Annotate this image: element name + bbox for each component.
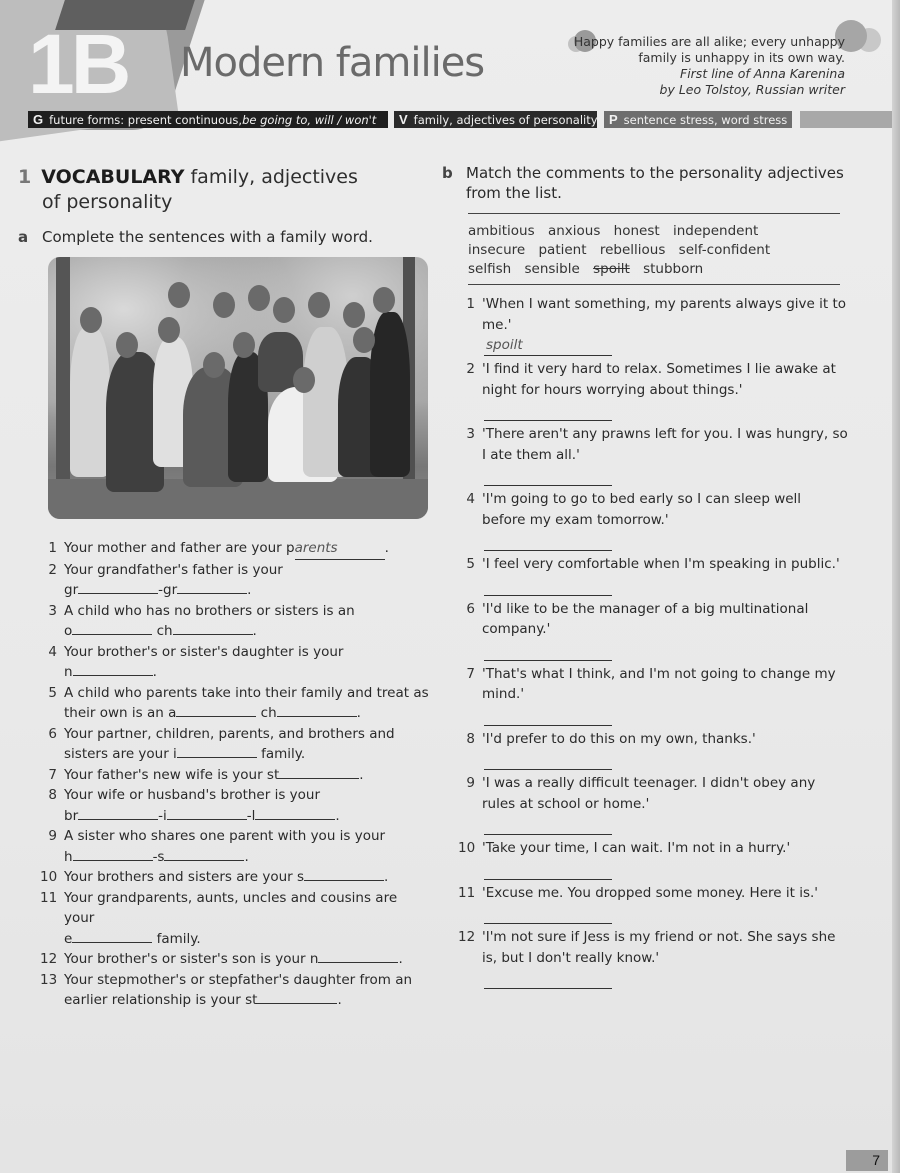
- item-number: 11: [40, 889, 58, 906]
- item-text: [64, 724, 430, 765]
- list-item: [458, 554, 848, 596]
- adjective-word-list: [468, 213, 840, 285]
- vocab-text: family, adjectives of personality: [413, 112, 598, 127]
- prefix: o: [64, 623, 73, 639]
- quote-source: First line of Anna Karenina: [680, 66, 845, 81]
- item-text: [64, 601, 430, 642]
- exercise-letter: a: [18, 228, 29, 246]
- item-number: 2: [48, 561, 57, 578]
- word: rebellious: [599, 242, 666, 258]
- list-item: [40, 867, 430, 888]
- prefix: e: [64, 930, 73, 947]
- item-number: 1: [48, 540, 57, 556]
- instruction-text: Complete the sentences with a family word.: [42, 228, 373, 246]
- item-number: 7: [466, 665, 475, 682]
- list-item: [458, 599, 848, 661]
- item-number: 3: [48, 602, 57, 619]
- item-end: .: [335, 807, 340, 824]
- section-title-line2: of personality: [42, 191, 173, 213]
- list-item: [458, 883, 848, 925]
- item-text: [64, 888, 430, 950]
- item-number: 13: [40, 971, 58, 988]
- word-row: [468, 260, 840, 279]
- answer-blank[interactable]: [72, 929, 152, 943]
- answer-blank[interactable]: [173, 621, 253, 635]
- answer-blank[interactable]: spoilt: [484, 335, 612, 356]
- item-prompt: Your stepmother's or stepfather's daughter from an: [64, 971, 413, 988]
- prefix: -i: [158, 807, 167, 824]
- answer-blank[interactable]: [484, 465, 612, 486]
- list-item: [40, 538, 430, 560]
- item-number: 4: [48, 643, 57, 660]
- item-end: .: [384, 869, 389, 885]
- instruction-text: Match the comments to the personality adjectives: [466, 164, 844, 182]
- item-text: 'Take your time, I can wait. I'm not in a hurry.': [482, 840, 791, 856]
- item-number: 9: [466, 775, 475, 791]
- item-text: 'I was a really difficult teenager. I didn't obey any rules at school or home.': [482, 775, 816, 812]
- answer-blank[interactable]: [177, 580, 247, 594]
- item-prompt: Your brothers and sisters are your s: [64, 869, 305, 885]
- list-item: [40, 765, 430, 786]
- item-text: [64, 867, 430, 888]
- item-end: family.: [261, 746, 306, 762]
- item-number: 4: [466, 491, 475, 507]
- item-text: [64, 642, 430, 683]
- list-item: [40, 601, 430, 642]
- answer-blank[interactable]: [484, 859, 612, 880]
- item-number: 12: [40, 951, 58, 967]
- list-item: [458, 294, 848, 356]
- exercise-b-instruction: [442, 163, 852, 203]
- word: sensible: [524, 261, 580, 277]
- word: ambitious: [468, 223, 535, 239]
- unit-title: Modern families: [180, 40, 485, 86]
- prefix: n: [64, 664, 73, 680]
- prefix: ch: [156, 623, 173, 639]
- item-text: [64, 560, 430, 601]
- answer-blank[interactable]: [72, 621, 152, 635]
- item-text: 'I'm going to go to bed early so I can sleep well before my exam tomorrow.': [482, 491, 802, 528]
- answer-blank[interactable]: [73, 662, 153, 676]
- exercise-a-instruction: [18, 227, 373, 247]
- item-end: .: [337, 992, 342, 1008]
- answer-blank[interactable]: [484, 903, 612, 924]
- item-number: 3: [466, 426, 475, 442]
- item-text: [64, 765, 430, 786]
- prefix: br: [64, 807, 79, 824]
- prefix: -l: [246, 807, 256, 824]
- quote-source: by Leo Tolstoy, Russian writer: [659, 82, 845, 97]
- answer-blank[interactable]: [484, 530, 612, 551]
- section-title: family, adjectives: [190, 166, 358, 188]
- item-number: 10: [40, 869, 58, 885]
- item-prompt: Your partner, children, parents, and brothers and: [64, 725, 395, 742]
- list-item: [458, 729, 848, 771]
- answer-blank[interactable]: [73, 847, 153, 861]
- item-number: 9: [48, 828, 57, 844]
- page-number: 7: [846, 1150, 888, 1171]
- list-item: [458, 773, 848, 835]
- word: insecure: [468, 242, 526, 258]
- item-prompt: A sister who shares one parent with you is your: [64, 828, 386, 844]
- item-text: 'That's what I think, and I'm not going to change my mind.': [482, 665, 836, 702]
- item-text: [64, 538, 430, 560]
- grammar-band: [28, 111, 388, 128]
- item-prompt: Your father's new wife is your st: [64, 766, 280, 783]
- vocabulary-band: [394, 111, 597, 128]
- list-item: [40, 724, 430, 765]
- word-row: [468, 241, 840, 260]
- item-text: [64, 949, 430, 970]
- list-item: [458, 424, 848, 486]
- word: independent: [672, 223, 759, 239]
- instruction-text: from the list.: [466, 184, 562, 202]
- item-text: [64, 785, 430, 826]
- item-number: 6: [466, 600, 475, 617]
- unit-number: 1B: [28, 17, 128, 111]
- answer-blank[interactable]: [257, 990, 337, 1004]
- section-keyword: VOCABULARY: [41, 166, 185, 188]
- grammar-text: future forms: present continuous,: [49, 112, 243, 127]
- list-item: [40, 642, 430, 683]
- item-number: 7: [48, 766, 57, 783]
- prefix: h: [64, 848, 73, 865]
- prefix: earlier relationship is your st: [64, 992, 258, 1008]
- item-number: 5: [48, 684, 57, 701]
- quote-line: family is unhappy in its own way.: [638, 50, 845, 65]
- item-number: 2: [466, 361, 475, 377]
- answer-blank[interactable]: arents: [295, 538, 385, 560]
- list-item: [458, 927, 848, 989]
- list-item: [40, 888, 430, 950]
- list-item: [40, 683, 430, 724]
- item-text: 'I'd prefer to do this on my own, thanks.': [482, 730, 756, 747]
- answer-blank[interactable]: [484, 749, 612, 770]
- answer-blank[interactable]: [304, 867, 384, 881]
- list-item: [40, 560, 430, 601]
- item-end: .: [152, 664, 157, 680]
- item-end: .: [384, 540, 389, 556]
- prefix: ch: [260, 705, 277, 721]
- prefix: -s: [152, 848, 165, 865]
- answer-blank[interactable]: [484, 705, 612, 726]
- item-prompt: Your grandparents, aunts, uncles and cousins are your: [64, 889, 398, 926]
- item-text: [64, 683, 430, 724]
- list-item: [40, 785, 430, 826]
- item-number: 8: [466, 730, 475, 747]
- item-number: 5: [466, 556, 475, 572]
- item-text: 'There aren't any prawns left for you. I was hungry, so I ate them all.': [482, 426, 848, 463]
- answer-blank[interactable]: [177, 744, 257, 758]
- answer-blank[interactable]: [484, 814, 612, 835]
- pron-text: sentence stress, word stress: [623, 112, 788, 127]
- item-number: 10: [458, 840, 476, 856]
- word-used: spoilt: [593, 261, 630, 277]
- item-text: 'I'm not sure if Jess is my friend or not. She says she is, but I don't really know.': [482, 929, 836, 966]
- item-end: .: [244, 848, 249, 865]
- answer-blank[interactable]: [164, 847, 244, 861]
- grammar-italic: be going to, will / won't: [242, 112, 377, 127]
- band-decoration: [800, 111, 900, 128]
- item-text: 'I feel very comfortable when I'm speaking in public.': [482, 556, 840, 572]
- pronunciation-band: [604, 111, 792, 128]
- list-item: [40, 949, 430, 970]
- item-text: 'I'd like to be the manager of a big multinational company.': [482, 600, 809, 637]
- item-prompt: A child who parents take into their family and treat as: [64, 684, 429, 701]
- vocab-letter: V: [399, 112, 408, 127]
- pron-letter: P: [609, 112, 618, 127]
- word: honest: [613, 223, 660, 239]
- item-text: [64, 970, 430, 1011]
- word: selfish: [468, 261, 512, 277]
- answer-blank[interactable]: [318, 949, 398, 963]
- list-item: [458, 359, 848, 421]
- quote-line: Happy families are all alike; every unhappy: [573, 34, 845, 49]
- item-prompt: Your brother's or sister's daughter is your: [64, 643, 344, 660]
- item-text: [64, 826, 430, 867]
- page-edge: [892, 0, 900, 1173]
- answer-blank[interactable]: [255, 806, 335, 820]
- item-number: 1: [466, 296, 475, 312]
- list-item: [40, 970, 430, 1011]
- prefix: sisters are your i: [64, 746, 177, 762]
- item-end: .: [398, 951, 403, 967]
- item-end: family.: [156, 930, 201, 947]
- prefix: their own is an a: [64, 705, 177, 721]
- answer-blank[interactable]: [176, 703, 256, 717]
- item-end: .: [359, 766, 364, 783]
- list-item: [40, 826, 430, 867]
- item-prompt: Your brother's or sister's son is your n: [64, 951, 319, 967]
- exercise-a-list: [40, 538, 430, 1011]
- item-end: .: [252, 623, 257, 639]
- item-prompt: Your wife or husband's brother is your: [64, 787, 321, 803]
- item-prompt: Your grandfather's father is your: [64, 561, 283, 578]
- item-number: 11: [458, 884, 476, 901]
- exercise-letter: b: [442, 164, 453, 182]
- section-heading: [18, 165, 438, 215]
- word: stubborn: [643, 261, 704, 277]
- word: patient: [538, 242, 587, 258]
- exercise-b-list: [458, 294, 848, 992]
- word: anxious: [547, 223, 601, 239]
- list-item: [458, 489, 848, 551]
- item-prompt: Your mother and father are your p: [64, 540, 295, 556]
- prefix: -gr: [158, 582, 178, 598]
- grammar-letter: G: [33, 112, 44, 127]
- answer-blank[interactable]: [484, 968, 612, 989]
- item-text: 'Excuse me. You dropped some money. Here it is.': [482, 884, 818, 901]
- item-number: 6: [48, 725, 57, 742]
- list-item: [458, 664, 848, 726]
- list-item: [458, 838, 848, 880]
- item-number: 8: [48, 787, 57, 803]
- answer-blank[interactable]: [484, 575, 612, 596]
- prefix: gr: [64, 582, 79, 598]
- answer-blank[interactable]: [277, 703, 357, 717]
- answer-blank[interactable]: [484, 400, 612, 421]
- answer-blank[interactable]: [279, 765, 359, 779]
- word: self-confident: [678, 242, 771, 258]
- answer-blank[interactable]: [167, 806, 247, 820]
- item-text: 'When I want something, my parents always give it to me.': [482, 296, 847, 333]
- answer-blank[interactable]: [78, 580, 158, 594]
- item-end: .: [247, 582, 252, 598]
- answer-blank[interactable]: [484, 640, 612, 661]
- item-text: 'I find it very hard to relax. Sometimes I lie awake at night for hours worrying about things.': [482, 361, 836, 398]
- family-photo: [48, 257, 428, 519]
- item-end: .: [356, 705, 361, 721]
- answer-blank[interactable]: [78, 806, 158, 820]
- tolstoy-quote: [574, 34, 845, 98]
- item-number: 12: [458, 929, 476, 945]
- section-number: 1: [18, 166, 32, 188]
- item-prompt: A child who has no brothers or sisters is an: [64, 602, 355, 619]
- word-row: [468, 222, 840, 241]
